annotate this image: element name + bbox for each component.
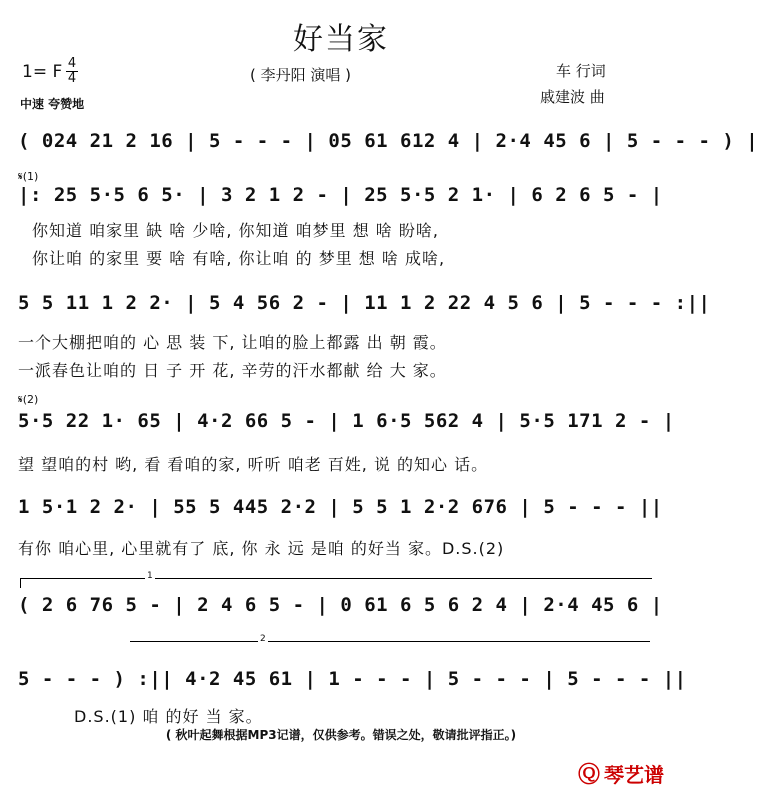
- lyrics-row-3-verse-2: 一派春色让咱的 日 子 开 花, 辛劳的汗水都献 给 大 家。: [18, 361, 447, 380]
- site-logo: [578, 758, 664, 789]
- lyrics-row-5: 有你 咱心里, 心里就有了 底, 你 永 远 是咱 的好当 家。D.S.(2): [18, 539, 505, 558]
- song-title: 好当家: [293, 22, 389, 57]
- time-signature: [66, 57, 78, 86]
- notation-row-3: 5 5 11 1 2 2· | 5 4 56 2 - | 11 1 2 22 4 5 6 | 5 - - - :||: [18, 292, 711, 314]
- notation-row-6: ( 2 6 76 5 - | 2 4 6 5 - | 0 61 6 5 6 2 4 | 2·4 45 6 |: [18, 594, 663, 616]
- transcription-note: ( 秋叶起舞根据MP3记谱，仅供参考。错误之处，敬请批评指正。): [165, 728, 517, 742]
- key-signature: 1= F: [22, 62, 63, 82]
- time-signature-bottom: 4: [67, 71, 77, 86]
- notation-row-7: 5 - - - ) :|| 4·2 45 61 | 1 - - - | 5 - - - | 5 - - - ||: [18, 668, 687, 690]
- lyrics-row-2-verse-1: 你知道 咱家里 缺 啥 少啥, 你知道 咱梦里 想 啥 盼啥,: [32, 221, 439, 240]
- logo-text: 琴艺谱: [604, 763, 664, 787]
- segno-2: 𝄋(2): [18, 393, 39, 406]
- composer-credit: 戚建波 曲: [540, 88, 605, 106]
- logo-mark-icon: Ⓠ: [577, 762, 600, 788]
- notation-row-2: |: 25 5·5 6 5· | 3 2 1 2 - | 25 5·5 2 1· | 6 2 6 5 - |: [18, 184, 663, 206]
- volta-1-bracket: [20, 578, 652, 579]
- lyrics-row-2-verse-2: 你让咱 的家里 要 啥 有啥, 你让咱 的 梦里 想 啥 成啥,: [32, 249, 446, 268]
- lyrics-row-7: D.S.(1) 咱 的好 当 家。: [74, 707, 263, 726]
- notation-row-4: 5·5 22 1· 65 | 4·2 66 5 - | 1 6·5 562 4 | 5·5 171 2 - |: [18, 410, 675, 432]
- volta-1-bracket-left: [20, 578, 21, 588]
- notation-row-1: ( 024 21 2 16 | 5 - - - | 05 61 612 4 | 2·4 45 6 | 5 - - - ) |: [18, 130, 758, 152]
- time-signature-top: 4: [67, 56, 77, 71]
- volta-1-number: 1: [147, 571, 153, 581]
- volta-2-bracket: [130, 641, 650, 642]
- tempo-marking: 中速 夸赞地: [20, 97, 85, 111]
- segno-1: 𝄋(1): [18, 170, 39, 183]
- lyrics-row-3-verse-1: 一个大棚把咱的 心 思 装 下, 让咱的脸上都露 出 朝 霞。: [18, 333, 447, 352]
- lyricist-credit: 车 行词: [556, 62, 606, 80]
- singer-credit: ( 李丹阳 演唱 ): [250, 66, 352, 84]
- volta-2-number: 2: [260, 634, 266, 644]
- lyrics-row-4: 望 望咱的村 哟, 看 看咱的家, 听听 咱老 百姓, 说 的知心 话。: [18, 455, 489, 474]
- notation-row-5: 1 5·1 2 2· | 55 5 445 2·2 | 5 5 1 2·2 676 | 5 - - - ||: [18, 496, 663, 518]
